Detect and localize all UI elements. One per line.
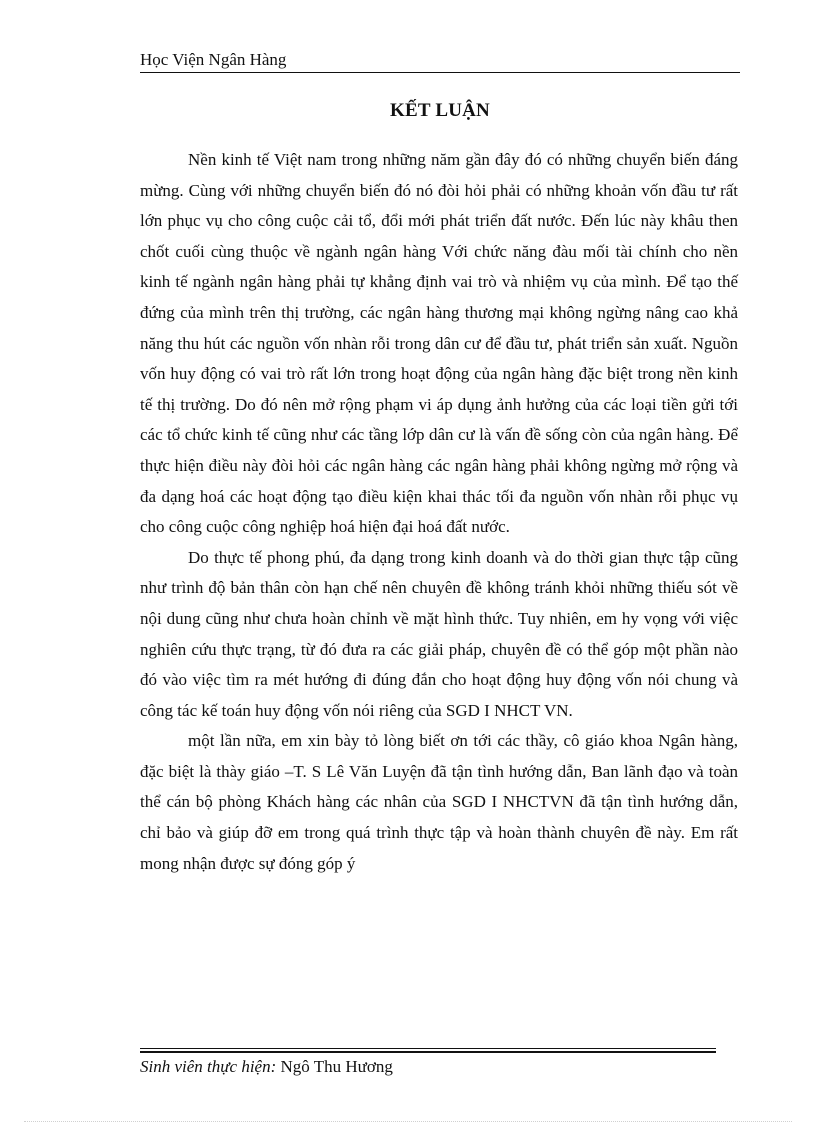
- header-school-name: Học Viện Ngân Hàng: [140, 50, 287, 69]
- footer-rule-thick: [140, 1051, 716, 1053]
- page-bottom-dotted-line: [24, 1121, 792, 1122]
- page-header: [140, 48, 740, 74]
- paragraph-3: một lần nữa, em xin bày tỏ lòng biết ơn tới các thầy, cô giáo khoa Ngân hàng, đặc biệt là thày giáo –T. S Lê Văn Luyện đã tận tình hướng dẫn, Ban lãnh đạo và toàn thể cán bộ phòng Khách hàng các nhân của SGD I NHCTVN đã tận tình hướng dẫn, chỉ bảo và giúp đỡ em trong quá trình thực tập và hoàn thành chuyên đề này. Em rất mong nhận được sự đóng góp ý: [140, 731, 738, 873]
- footer-student-name: Ngô Thu Hương: [280, 1057, 393, 1076]
- header-rule: [140, 72, 740, 73]
- footer-rule-thin: [140, 1048, 716, 1049]
- footer-student: [140, 1057, 393, 1077]
- paragraph-1: Nền kinh tế Việt nam trong những năm gần đây đó có những chuyển biến đáng mừng. Cùng với những chuyển biến đó nó đòi hỏi phải có những khoản vốn đầu tư rất lớn phục vụ cho công cuộc cải tổ, đổi mới phát triển đất nước. Đến lúc này khâu then chốt cuối cùng thuộc về ngành ngân hàng Với chức năng đàu mối tài chính cho nền kinh tế ngành ngân hàng phải tự khẳng định vai trò và nhiệm vụ của mình. Để tạo thế đứng của mình trên thị trường, các ngân hàng thương mại không ngừng nâng cao khả năng thu hút các nguồn vốn nhàn rỗi trong dân cư để đầu tư, phát triển sản xuất. Nguồn vốn huy động có vai trò rất lớn trong hoạt động của ngân hàng đặc biệt trong nền kinh tế thị trường. Do đó nên mở rộng phạm vi áp dụng ảnh hưởng của các loại tiền gửi tới các tổ chức kinh tế cũng như các tầng lớp dân cư là vấn đề sống còn của ngân hàng. Để thực hiện điều này đòi hỏi các ngân hàng các ngân hàng phải không ngừng mở rộng và đa dạng hoá các hoạt động tạo điều kiện khai thác tối đa nguồn vốn nhàn rỗi phục vụ cho công cuộc công nghiệp hoá hiện đại hoá đất nước.: [140, 150, 738, 537]
- footer-label: Sinh viên thực hiện:: [140, 1057, 277, 1076]
- page-title: KẾT LUẬN: [390, 100, 490, 121]
- paragraph-2: Do thực tế phong phú, đa dạng trong kinh doanh và do thời gian thực tập cũng như trình độ bản thân còn hạn chế nên chuyên đề không tránh khỏi những thiếu sót về nội dung cũng như chưa hoàn chỉnh về mặt hình thức. Tuy nhiên, em hy vọng với việc nghiên cứu thực trạng, từ đó đưa ra các giải pháp, chuyên đề có thể góp một phần nào đó vào việc tìm ra mét hướng đi đúng đắn cho hoạt động huy động vốn nói chung và công tác kế toán huy động vốn nói riêng của SGD I NHCT VN.: [140, 547, 738, 720]
- page-footer: [140, 1043, 720, 1083]
- body-text: [140, 145, 738, 879]
